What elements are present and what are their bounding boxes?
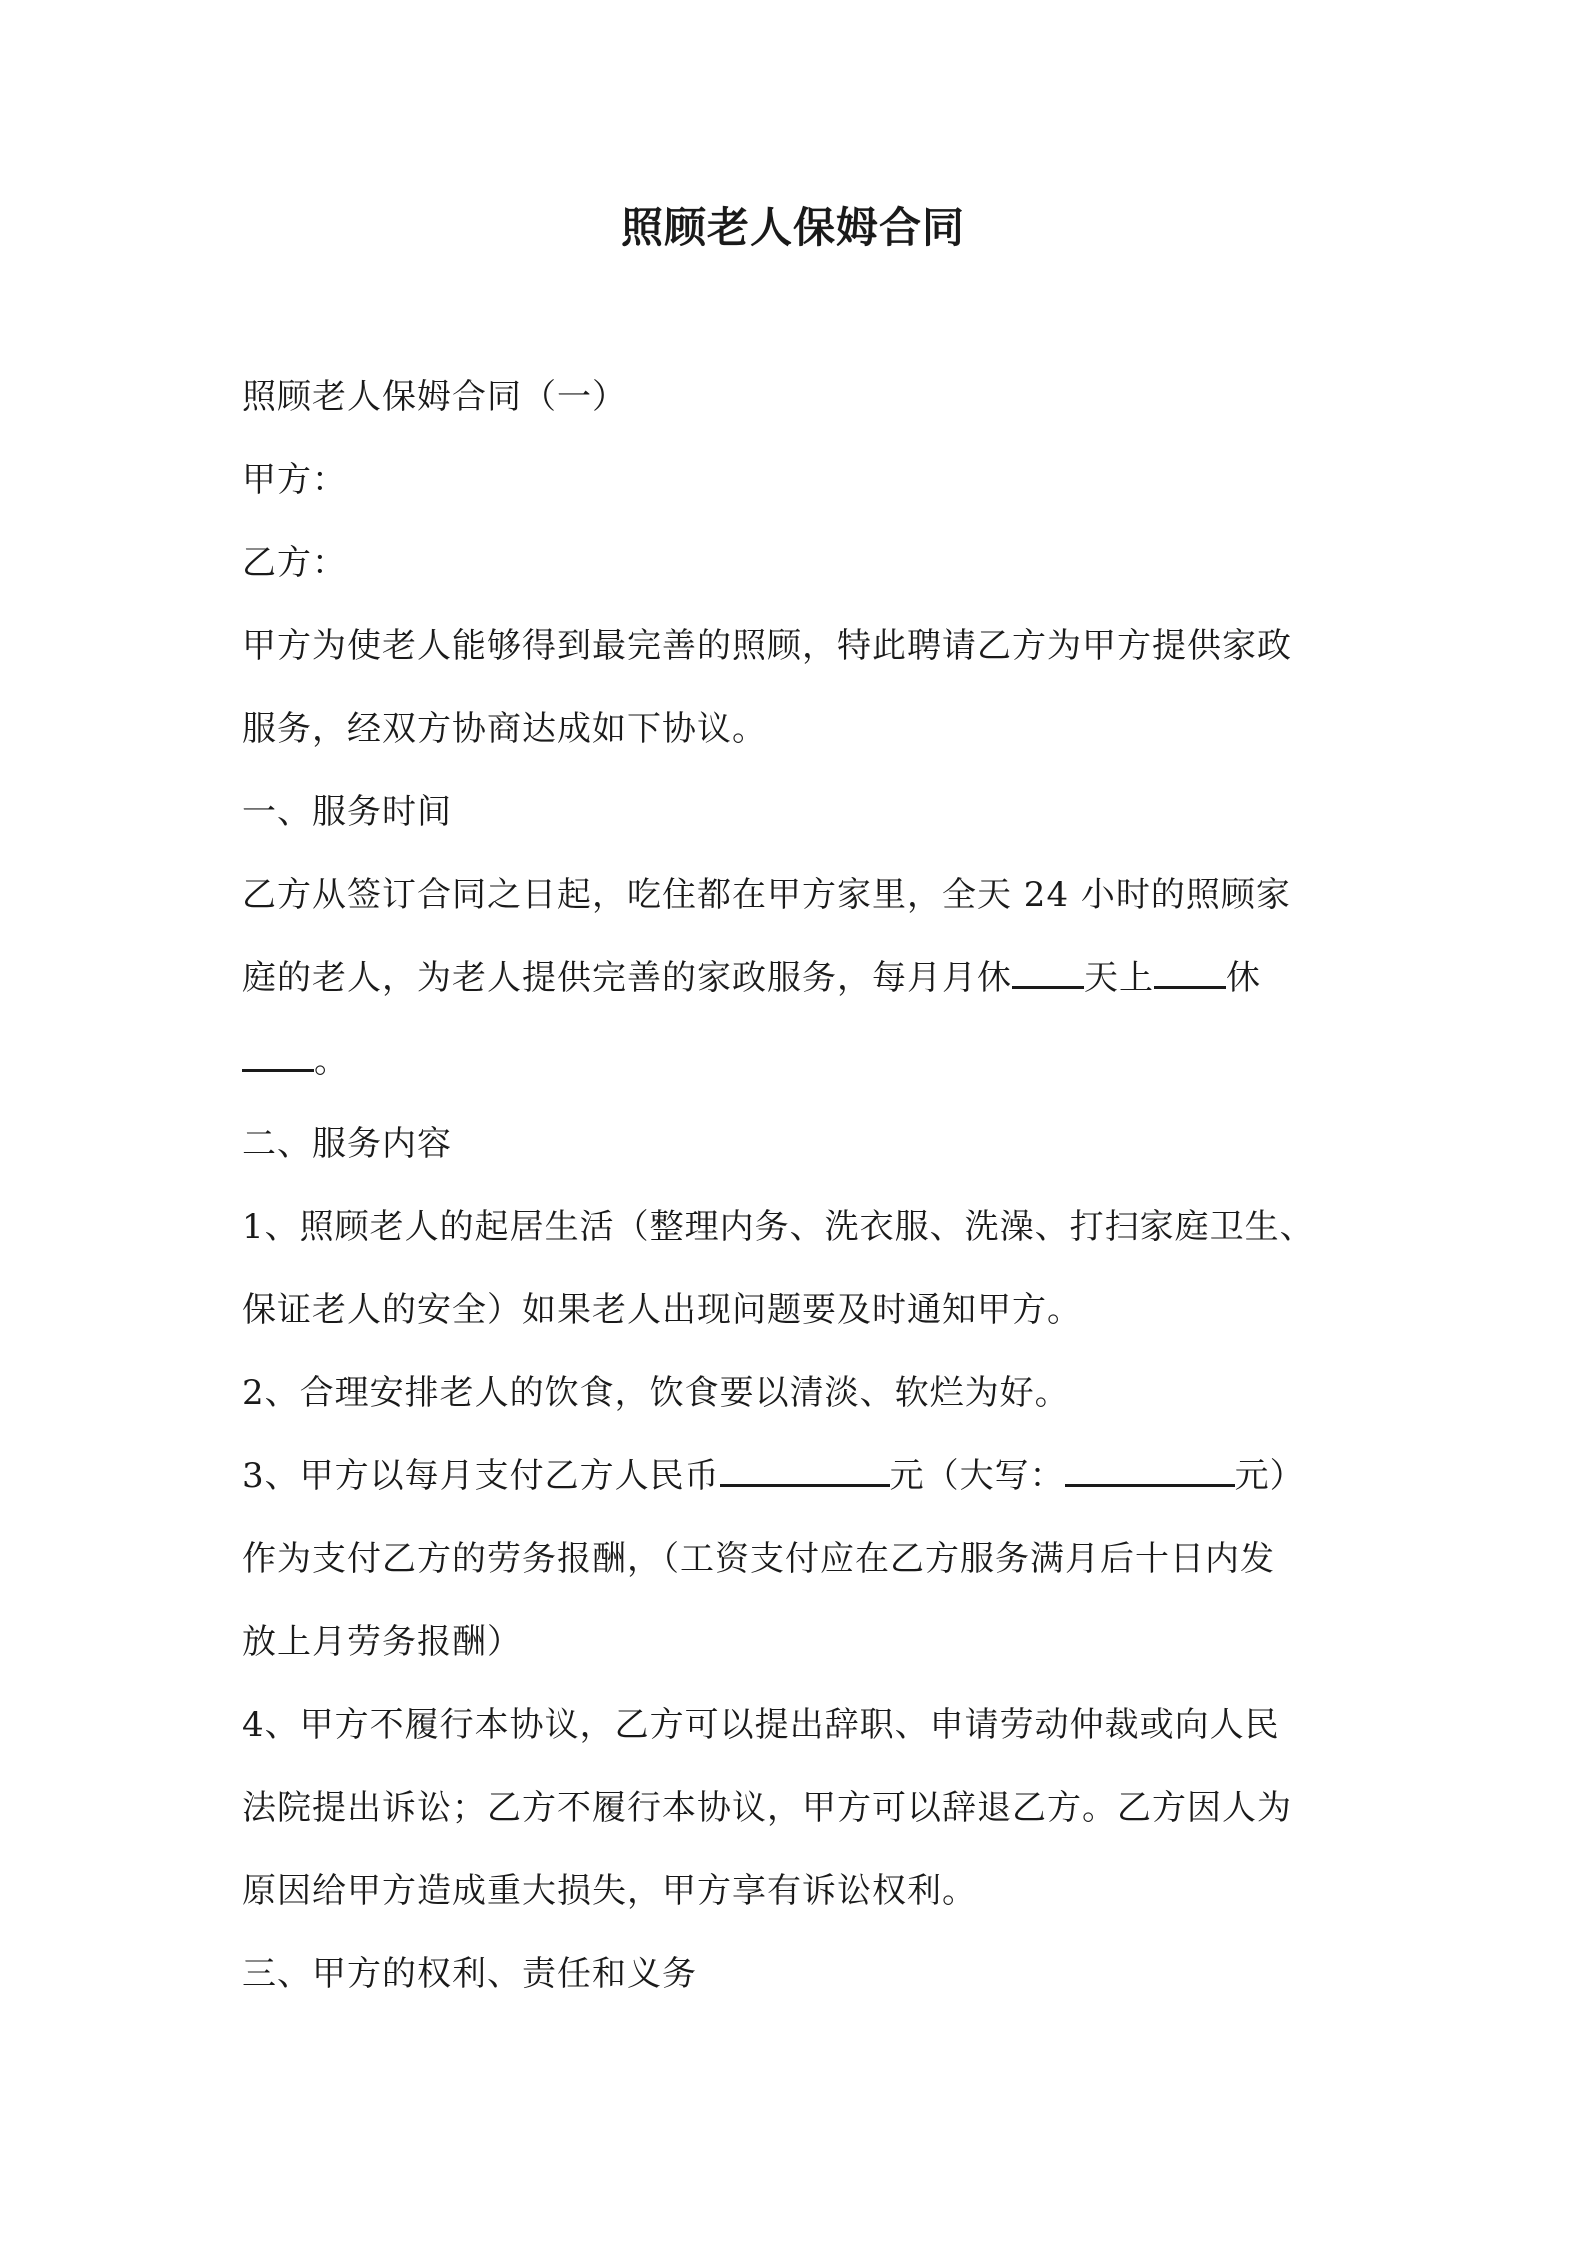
section-1-line-2 <box>242 937 1372 1020</box>
rest-type-blank <box>242 1039 314 1072</box>
section-1-heading: 一、服务时间 <box>242 792 452 832</box>
item-4-line-1: 4、甲方不履行本协议，乙方可以提出辞职、申请劳动仲裁或向人民 <box>242 1705 1280 1745</box>
section-1-line-3 <box>242 1020 1372 1103</box>
section-1-line-2-text-c: 休 <box>1226 958 1261 998</box>
section-3-heading: 三、甲方的权利、责任和义务 <box>242 1954 697 1994</box>
section-2-heading: 二、服务内容 <box>242 1124 452 1164</box>
item-3-line-3: 放上月劳务报酬） <box>242 1622 522 1662</box>
item-4-line-2: 法院提出诉讼；乙方不履行本协议，甲方可以辞退乙方。乙方因人为 <box>242 1788 1292 1828</box>
intro-line-2: 服务，经双方协商达成如下协议。 <box>242 709 767 749</box>
section-1-line-1: 乙方从签订合同之日起，吃住都在甲方家里，全天 24 小时的照顾家 <box>242 875 1291 915</box>
party-b-label: 乙方： <box>242 543 347 583</box>
section-1-line-2-text-b: 天上 <box>1084 958 1154 998</box>
item-3-line-1-text-a: 3、甲方以每月支付乙方人民币 <box>242 1456 720 1496</box>
item-1-line-2: 保证老人的安全）如果老人出现问题要及时通知甲方。 <box>242 1290 1082 1330</box>
rest-days-blank <box>1012 956 1084 989</box>
item-4-line-3: 原因给甲方造成重大损失，甲方享有诉讼权利。 <box>242 1871 977 1911</box>
intro-line-1: 甲方为使老人能够得到最完善的照顾，特此聘请乙方为甲方提供家政 <box>242 626 1292 666</box>
salary-amount-blank <box>720 1454 890 1487</box>
document-body <box>242 356 1372 2016</box>
salary-uppercase-blank <box>1065 1454 1235 1487</box>
item-3-line-1-text-b: 元（大写： <box>889 1456 1065 1496</box>
item-3-line-2: 作为支付乙方的劳务报酬，（工资支付应在乙方服务满月后十日内发 <box>242 1539 1275 1579</box>
rest-period-blank <box>1154 956 1226 989</box>
item-1-line-1: 1、照顾老人的起居生活（整理内务、洗衣服、洗澡、打扫家庭卫生、 <box>242 1207 1315 1247</box>
party-a-label: 甲方： <box>242 460 347 500</box>
item-2-line-1: 2、合理安排老人的饮食，饮食要以清淡、软烂为好。 <box>242 1373 1070 1413</box>
section-1-line-3-end: 。 <box>314 1041 349 1081</box>
section-1-line-2-text-a: 庭的老人，为老人提供完善的家政服务，每月月休 <box>242 958 1012 998</box>
contract-subtitle: 照顾老人保姆合同（一） <box>242 377 627 417</box>
item-3-line-1 <box>242 1435 1372 1518</box>
document-title: 照顾老人保姆合同 <box>620 203 965 252</box>
item-3-line-1-text-c: 元） <box>1234 1456 1305 1496</box>
